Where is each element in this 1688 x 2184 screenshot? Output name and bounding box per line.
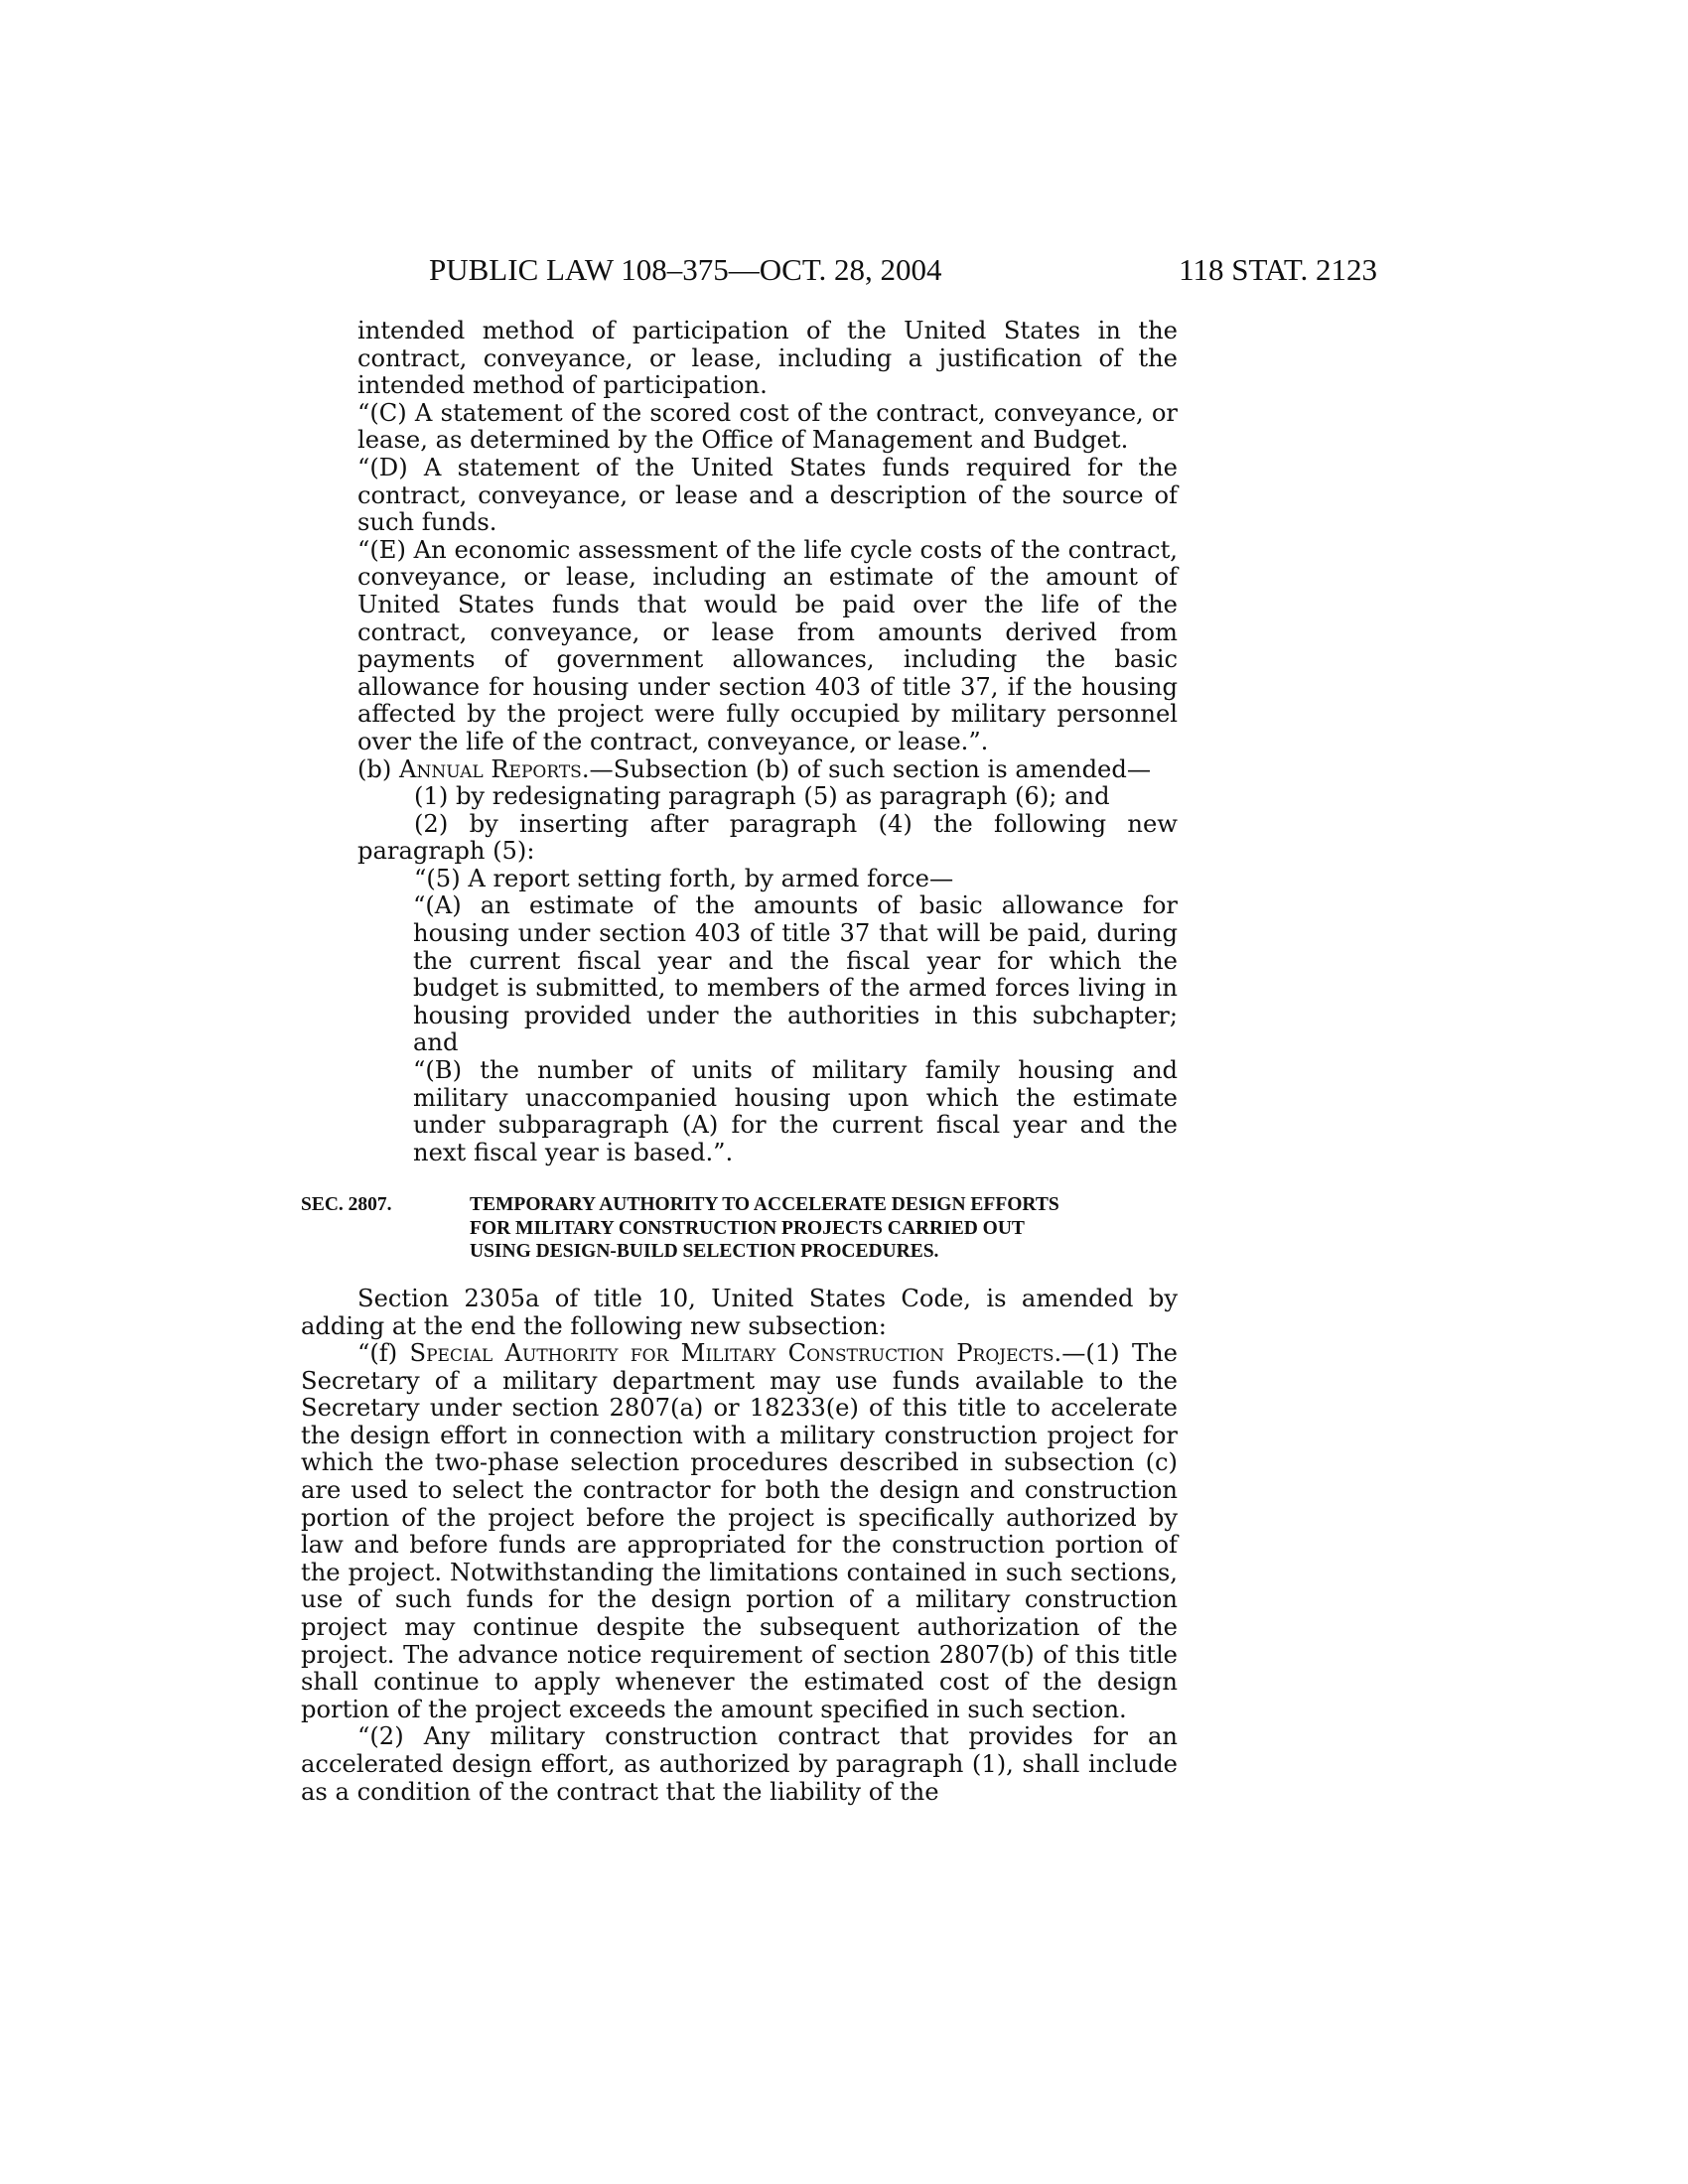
paragraph-f-heading: Special Authority for Military Construction Projects bbox=[409, 1339, 1055, 1368]
paragraph-f-rest: .—(1) The Secretary of a military department may use funds available to the Secretary under section 2807(a) or 18233(e) of this title to accelerate the design effort in connection with a military construction project for which the two-phase selection procedures described in subsection (c) are used to select the contractor for both the design and construction portion of the project before the project is specifically authorized by law and before funds are appropriated for the construction portion of the project. Notwithstanding the limitations contained in such sections, use of such funds for the design portion of a military construction project may continue despite the subsequent authorization of the project. The advance notice requirement of section 2807(b) of this title shall continue to apply whenever the estimated cost of the design portion of the project exceeds the amount specified in such section. bbox=[301, 1339, 1178, 1723]
paragraph-b-heading: Annual Reports bbox=[399, 754, 582, 783]
running-header bbox=[429, 250, 1377, 290]
section-heading bbox=[301, 1193, 1178, 1264]
section-number: SEC. 2807. bbox=[301, 1194, 392, 1216]
paragraph-f-special-authority bbox=[301, 1340, 1178, 1723]
header-stat-page: 118 STAT. 2123 bbox=[1179, 252, 1377, 287]
paragraph-d: “(D) A statement of the United States funds required for the contract, conveyance, or lease and a description of the source of such funds. bbox=[357, 453, 1178, 537]
paragraph-c: “(C) A statement of the scored cost of the contract, conveyance, or lease, as determined by the Office of Management and Budget. bbox=[357, 398, 1178, 455]
paragraph-f-2: “(2) Any military construction contract that provides for an accelerated design effort, as authorized by paragraph (1), shall include as a condition of the contract that the liability of the bbox=[301, 1722, 1178, 1806]
document-body bbox=[301, 318, 1178, 1806]
paragraph-b-prefix: (b) bbox=[357, 754, 400, 783]
paragraph-b-annual-reports bbox=[301, 756, 1178, 784]
section-title-line3: USING DESIGN-BUILD SELECTION PROCEDURES. bbox=[470, 1241, 939, 1263]
header-law-citation: PUBLIC LAW 108–375—OCT. 28, 2004 bbox=[429, 252, 942, 287]
paragraph-5-report: “(5) A report setting forth, by armed force— bbox=[414, 864, 954, 892]
paragraph-section-intro: Section 2305a of title 10, United States Code, is amended by adding at the end the following new subsection: bbox=[301, 1284, 1178, 1340]
paragraph-f-prefix: “(f) bbox=[357, 1339, 410, 1368]
paragraph-continuation: intended method of participation of the United States in the contract, conveyance, or lease, including a justification of the intended method of participation. bbox=[357, 317, 1178, 400]
subparagraph-b: “(B) the number of units of military family housing and military unaccompanied housing upon which the estimate under subparagraph (A) for the current fiscal year and the next fiscal year is based.”. bbox=[413, 1056, 1178, 1166]
subparagraph-a: “(A) an estimate of the amounts of basic allowance for housing under section 403 of title 37 that will be paid, during the current fiscal year and the fiscal year for which the budget is submitted, to members of the armed forces living in housing provided under the authorities in this subchapter; and bbox=[413, 891, 1178, 1057]
paragraph-e: “(E) An economic assessment of the life cycle costs of the contract, conveyance, or lease, including an estimate of the amount of United States funds that would be paid over the life of the contract, conveyance, or lease from amounts derived from payments of government allowances, including the basic allowance for housing under section 403 of title 37, if the housing affected by the project were fully occupied by military personnel over the life of the contract, conveyance, or lease.”. bbox=[357, 535, 1178, 755]
section-heading-line1 bbox=[301, 1193, 1178, 1217]
paragraph-2: (2) by inserting after paragraph (4) the following new paragraph (5): bbox=[357, 809, 1178, 866]
section-title-line2: FOR MILITARY CONSTRUCTION PROJECTS CARRIED OUT bbox=[470, 1217, 1025, 1239]
paragraph-1: (1) by redesignating paragraph (5) as paragraph (6); and bbox=[414, 782, 1110, 811]
paragraph-b-rest: .—Subsection (b) of such section is amended— bbox=[581, 754, 1152, 783]
section-title-line1: TEMPORARY AUTHORITY TO ACCELERATE DESIGN EFFORTS bbox=[470, 1194, 1059, 1216]
